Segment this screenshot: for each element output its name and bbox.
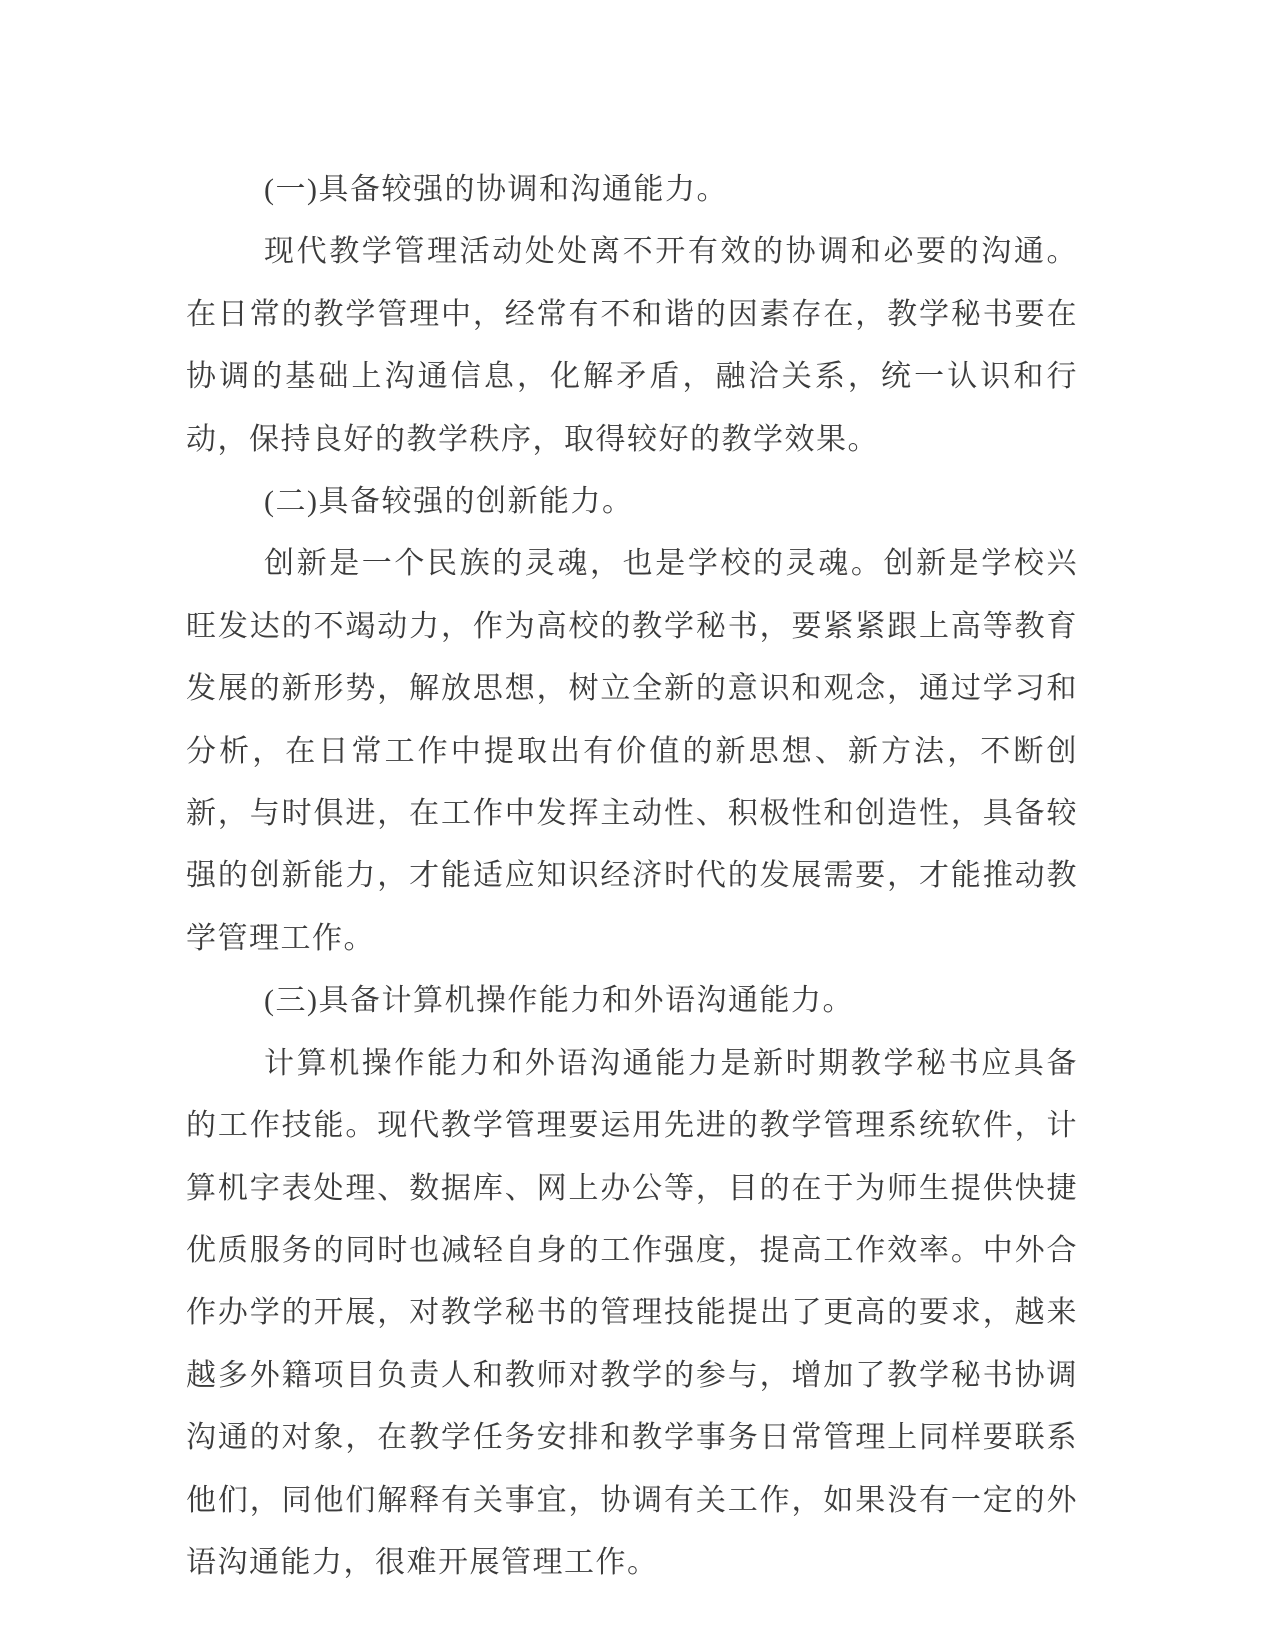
- section-heading: (二)具备较强的创新能力。: [264, 485, 634, 519]
- section-heading: (一)具备较强的协调和沟通能力。: [264, 173, 728, 206]
- body-paragraph: 现代教学管理活动处处离不开有效的协调和必要的沟通。在日常的教学管理中，经常有不和谐的因素存在，教学秘书要在协调的基础上沟通信息，化解矛盾，融洽关系，统一认识和行动，保持良好的教学秩序，取得较好的教学效果。: [186, 235, 1078, 456]
- document-body: [186, 159, 1078, 1594]
- body-paragraph: 创新是一个民族的灵魂，也是学校的灵魂。创新是学校兴旺发达的不竭动力，作为高校的教学秘书，要紧紧跟上高等教育发展的新形势，解放思想，树立全新的意识和观念，通过学习和分析，在日常工作中提取出有价值的新思想、新方法，不断创新，与时俱进，在工作中发挥主动性、积极性和创造性，具备较强的创新能力，才能适应知识经济时代的发展需要，才能推动教学管理工作。: [186, 547, 1078, 955]
- section-heading: (三)具备计算机操作能力和外语沟通能力。: [264, 984, 854, 1018]
- body-paragraph: 计算机操作能力和外语沟通能力是新时期教学秘书应具备的工作技能。现代教学管理要运用先进的教学管理系统软件，计算机字表处理、数据库、网上办公等，目的在于为师生提供快捷优质服务的同时也减轻自身的工作强度，提高工作效率。中外合作办学的开展，对教学秘书的管理技能提出了更高的要求，越来越多外籍项目负责人和教师对教学的参与，增加了教学秘书协调沟通的对象，在教学任务安排和教学事务日常管理上同样要联系他们，同他们解释有关事宜，协调有关工作，如果没有一定的外语沟通能力，很难开展管理工作。: [186, 1046, 1078, 1579]
